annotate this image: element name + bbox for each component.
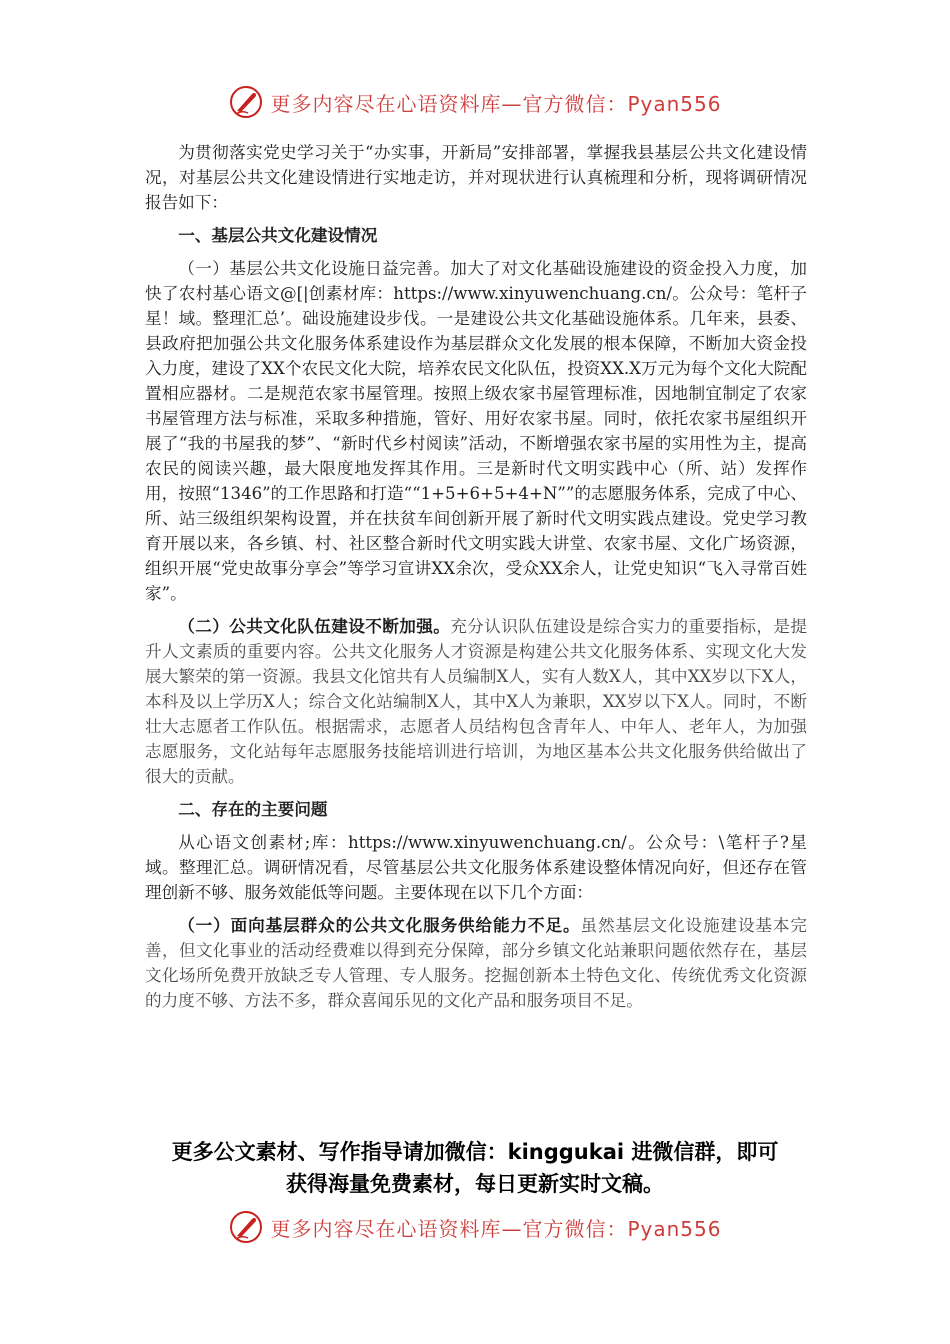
section-2-paragraph-1 [145,913,807,1013]
section-2-heading: 二、存在的主要问题 [178,799,328,819]
section-1-paragraph-1 [145,256,807,606]
section-2-intro: 从心语文创素材;库：https://www.xinyuwenchuang.cn/。公众号：\笔杆子?星域。整理汇总。调研情况看，尽管基层公共文化服务体系建设整体情况向好，但还存在管理创新不够、服务效能低等问题。主要体现在以下几个方面： [145,833,807,902]
paragraph-body: 虽然基层文化设施建设基本完善，但文化事业的活动经费难以得到充分保障，部分乡镇文化站兼职问题依然存在，基层文化场所免费开放缺乏专人管理、专人服务。挖掘创新本土特色文化、传统优秀文化资源的力度不够、方法不多，群众喜闻乐见的文化产品和服务项目不足。 [145,916,808,1010]
footer-banner [0,1207,950,1247]
footer-banner-text: 更多内容尽在心语资料库—官方微信：Pyan556 [270,1216,722,1241]
promo-line-1: 更多公文素材、写作指导请加微信：kinggukai 进微信群，即可 [171,1140,779,1164]
intro-paragraph: 为贯彻落实党史学习关于“办实事，开新局”安排部署，掌握我县基层公共文化建设情况，对基层公共文化建设情进行实地走访，并对现状进行认真梳理和分析，现将调研情况报告如下： [145,143,807,212]
paragraph-lead-bold: （二）公共文化队伍建设不断加强。 [178,616,451,636]
promo-line-2: 获得海量免费素材，每日更新实时文稿。 [286,1172,664,1196]
paragraph-body: 充分认识队伍建设是综合实力的重要指标，是提升人文素质的重要内容。公共文化服务人才资源是构建公共文化服务体系、实现文化大发展大繁荣的第一资源。我县文化馆共有人员编制X人，实有人数X人，其中XX岁以下X人，本科及以上学历X人；综合文化站编制X人，其中X人为兼职，XX岁以下X人。同时，不断壮大志愿者工作队伍。根据需求，志愿者人员结构包含青年人、中年人、老年人，为加强志愿服务，文化站每年志愿服务技能培训进行培训，为地区基本公共文化服务供给做出了很大的贡献。 [145,617,808,786]
paragraph-lead-bold: （一）面向基层群众的公共文化服务供给能力不足。 [178,915,581,935]
paragraph-body: 基层公共文化设施日益完善。加大了对文化基础设施建设的资金投入力度，加快了农村基心语文@[|创素材库：https://www.xinyuwenchuang.cn/。公众号：笔杆子星！域。整理汇总’。础设施建设步伐。一是建设公共文化基础设施体系。几年来，县委、县政府把加强公共文化服务体系建设作为基层群众文化发展的根本保障，不断加大资金投入力度，建设了XX个农民文化大院，培养农民文化队伍，投资XX.X万元为每个文化大院配置相应器材。二是规范农家书屋管理。按照上级农家书屋管理标准，因地制宜制定了农家书屋管理方法与标准，采取多种措施，管好、用好农家书屋。同时，依托农家书屋组织开展了“我的书屋我的梦”、“新时代乡村阅读”活动，不断增强农家书屋的实用性为主，提高农民的阅读兴趣，最大限度地发挥其作用。三是新时代文明实践中心（所、站）发挥作用，按照“1346”的工作思路和打造““1+5+6+5+4+N””的志愿服务体系，完成了中心、所、站三级组织架构设置，并在扶贫车间创新开展了新时代文明实践点建设。党史学习教育开展以来，各乡镇、村、社区整合新时代文明实践大讲堂、农家书屋、文化广场资源，组织开展“党史故事分享会”等学习宣讲XX余次，受众XX余人，让党史知识“飞入寻常百姓家”。 [145,259,808,603]
quill-pen-logo-icon [228,84,264,120]
promo-callout [0,1136,950,1200]
paragraph-lead: （一） [178,259,230,278]
header-banner [0,82,950,122]
quill-pen-logo-icon [228,1209,264,1245]
header-banner-text: 更多内容尽在心语资料库—官方微信：Pyan556 [270,91,722,116]
section-1-paragraph-2 [145,614,807,789]
section-1-heading: 一、基层公共文化建设情况 [178,225,378,245]
document-body [145,140,807,1013]
